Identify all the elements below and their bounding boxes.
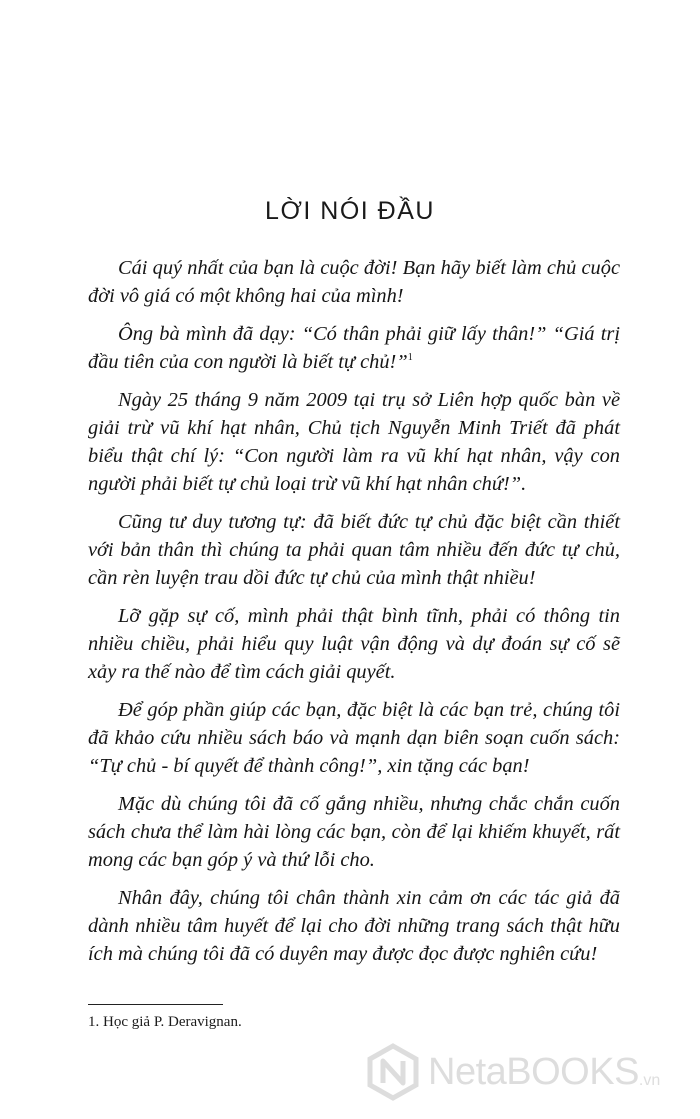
footnote-divider xyxy=(88,1004,223,1005)
paragraph: Để góp phần giúp các bạn, đặc biệt là các bạn trẻ, chúng tôi đã khảo cứu nhiều sách báo và mạnh dạn biên soạn cuốn sách: “Tự chủ - bí quyết để thành công!”, xin tặng các bạn! xyxy=(88,699,620,777)
page-title: LỜI NÓI ĐẦU xyxy=(265,197,435,225)
paragraph: Cũng tư duy tương tự: đã biết đức tự chủ đặc biệt cần thiết với bản thân thì chúng ta phải quan tâm nhiều đến đức tự chủ, cần rèn luyện trau dồi đức tự chủ của mình thật nhiều! xyxy=(88,511,620,589)
watermark-brand: NetaBOOKS xyxy=(428,1050,639,1093)
footnote-marker: 1 xyxy=(407,352,413,364)
paragraph: Lỡ gặp sự cố, mình phải thật bình tĩnh, phải có thông tin nhiều chiều, phải hiểu quy luật vận động và dự đoán sự cố sẽ xảy ra thế nào để tìm cách giải quyết. xyxy=(88,605,620,683)
paragraph xyxy=(88,320,620,376)
n-hexagon-logo-icon xyxy=(364,1043,422,1101)
paragraph: Mặc dù chúng tôi đã cố gắng nhiều, nhưng chắc chắn cuốn sách chưa thể làm hài lòng các bạn, còn để lại khiếm khuyết, rất mong các bạn góp ý và thứ lỗi cho. xyxy=(88,793,620,871)
paragraph: Nhân đây, chúng tôi chân thành xin cảm ơn các tác giả đã dành nhiều tâm huyết để lại cho đời những trang sách thật hữu ích mà chúng tôi đã có duyên may được đọc được nghiên cứu! xyxy=(88,887,620,965)
paragraph: Ngày 25 tháng 9 năm 2009 tại trụ sở Liên hợp quốc bàn về giải trừ vũ khí hạt nhân, Chủ tịch Nguyễn Minh Triết đã phát biểu thật chí lý: “Con người làm ra vũ khí hạt nhân, vậy con người phải biết tự chủ loại trừ vũ khí hạt nhân chứ!”. xyxy=(88,389,620,495)
paragraph: Cái quý nhất của bạn là cuộc đời! Bạn hãy biết làm chủ cuộc đời vô giá có một không hai của mình! xyxy=(88,257,620,307)
preface-body xyxy=(88,254,620,978)
footnote: 1. Học giả P. Deravignan. xyxy=(88,1014,242,1030)
watermark-suffix: .vn xyxy=(638,1072,661,1089)
paragraph-text: Ông bà mình đã dạy: “Có thân phải giữ lấy thân!” “Giá trị đầu tiên của con người là biết tự chủ!” xyxy=(88,323,620,373)
watermark xyxy=(364,1040,694,1104)
